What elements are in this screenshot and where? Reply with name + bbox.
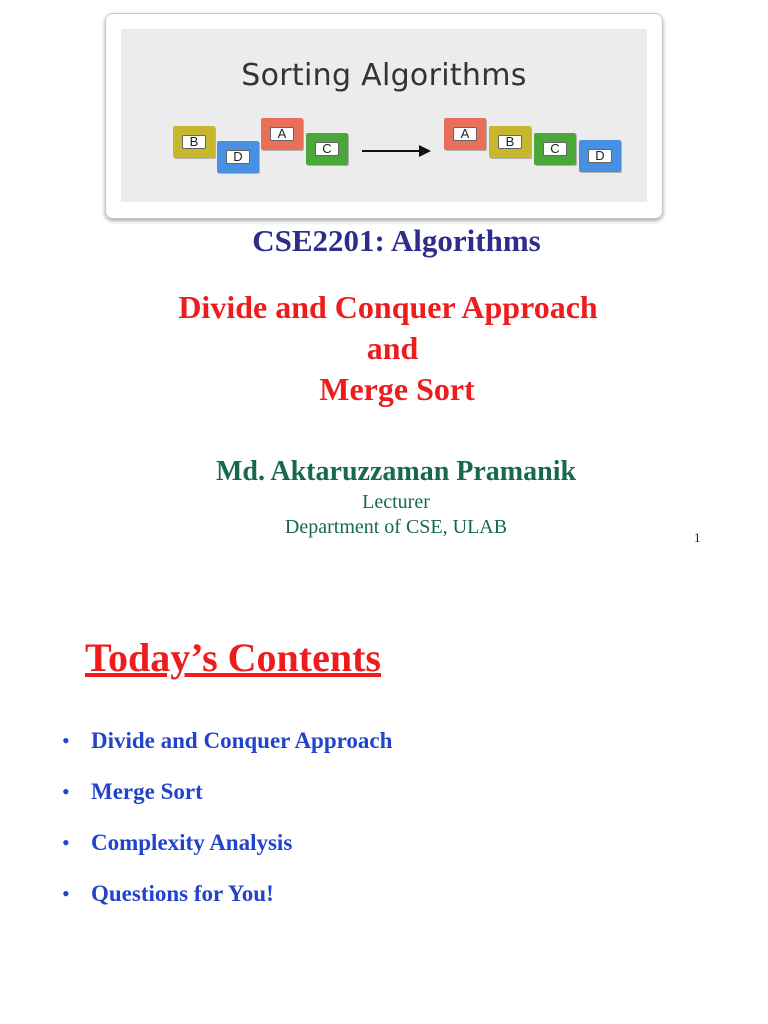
arrow-shaft [362, 150, 422, 152]
contents-heading: Today’s Contents [85, 635, 381, 680]
list-item-text: Questions for You! [91, 881, 274, 906]
block-c-sorted: C [534, 133, 576, 165]
bullet-icon: • [62, 830, 70, 855]
block-a-unsorted: A [261, 118, 303, 150]
block-b-unsorted: B [173, 126, 215, 158]
page-number: 1 [694, 530, 701, 545]
course-title: CSE2201: Algorithms [252, 223, 541, 258]
block-a-sorted: A [444, 118, 486, 150]
author-department: Department of CSE, ULAB [284, 516, 508, 538]
block-c-unsorted: C [306, 133, 348, 165]
slide-title-line-2: and [366, 330, 419, 366]
block-d-unsorted: D [217, 141, 259, 173]
banner-image [121, 29, 647, 202]
bullet-icon: • [62, 779, 70, 804]
banner-title: Sorting Algorithms [241, 58, 527, 93]
author-position: Lecturer [362, 491, 430, 513]
bullet-icon: • [62, 881, 70, 906]
arrow-right-icon [419, 145, 431, 157]
list-item-text: Divide and Conquer Approach [91, 728, 393, 753]
slide-title-line-3: Merge Sort [319, 371, 475, 407]
list-item-text: Complexity Analysis [91, 830, 293, 855]
block-d-sorted: D [579, 140, 621, 172]
block-b-sorted: B [489, 126, 531, 158]
slide-title-line-1: Divide and Conquer Approach [178, 289, 598, 325]
list-item-text: Merge Sort [91, 779, 203, 804]
bullet-icon: • [62, 728, 70, 753]
author-name: Md. Aktaruzzaman Pramanik [215, 456, 577, 487]
